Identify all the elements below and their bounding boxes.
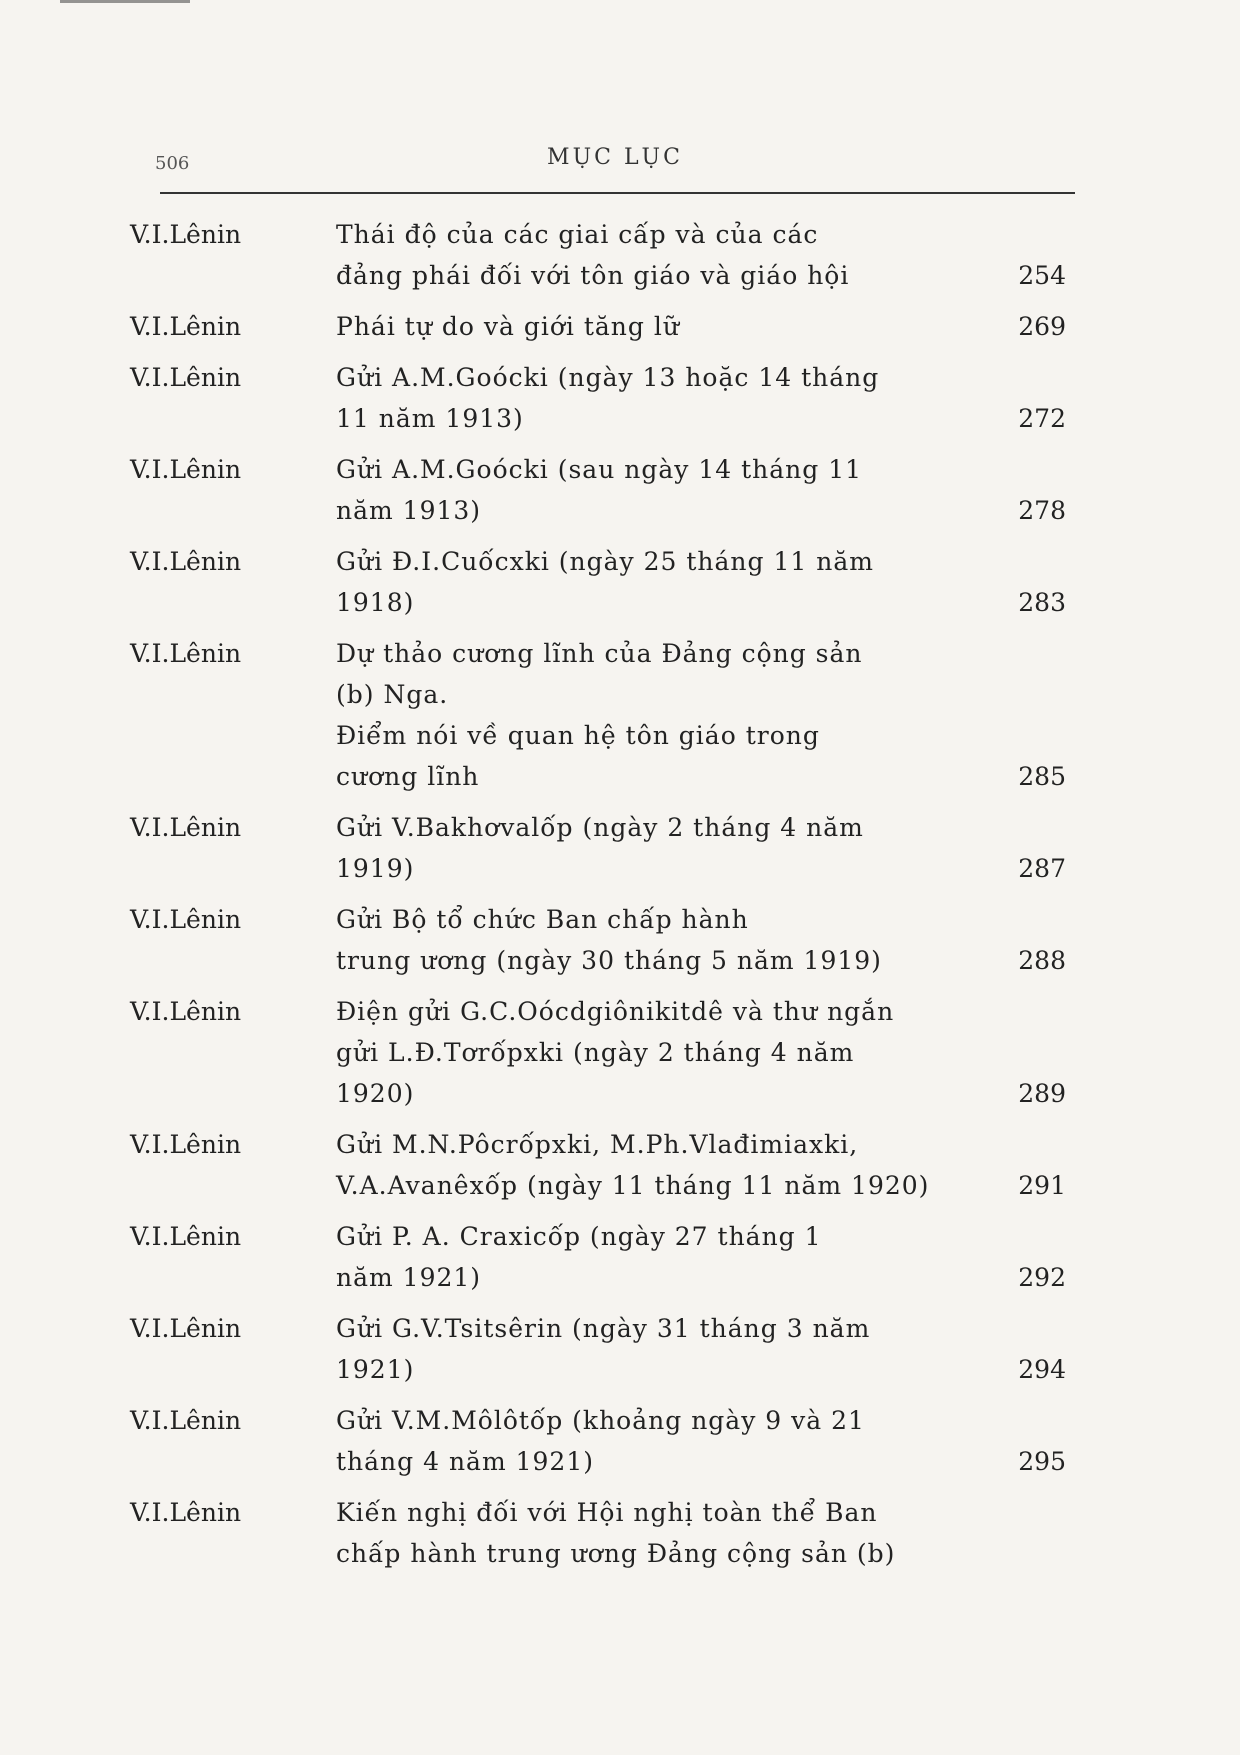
toc-title-line: Gửi Đ.I.Cuốcxki (ngày 25 tháng 11 năm [336,547,874,576]
toc-title-line: Thái độ của các giai cấp và của các [336,220,819,249]
toc-title-line: gửi L.Đ.Tơrốpxki (ngày 2 tháng 4 năm [336,1038,855,1067]
toc-title-line: 11 năm 1913) [336,404,524,433]
toc-author: V.I.Lênin [130,813,242,842]
toc-title [336,214,956,296]
toc-title-line: Dự thảo cương lĩnh của Đảng cộng sản [336,639,863,668]
toc-title [336,899,956,981]
toc-title-line: cương lĩnh [336,762,480,791]
toc-author: V.I.Lênin [130,312,242,341]
toc-title-line: Gửi P. A. Craxicốp (ngày 27 tháng 1 [336,1222,822,1251]
toc-title-line: V.A.Avanêxốp (ngày 11 tháng 11 năm 1920) [336,1171,930,1200]
toc-title [336,1216,956,1298]
toc-title-line: Gửi Bộ tổ chức Ban chấp hành [336,905,749,934]
toc-page-number: 289 [1018,1079,1066,1108]
toc-entry [130,214,1080,296]
toc-title-line: 1921) [336,1355,415,1384]
toc-title-line: Gửi A.M.Goócki (ngày 13 hoặc 14 tháng [336,363,880,392]
toc-author: V.I.Lênin [130,220,242,249]
toc-page-number: 292 [1018,1263,1066,1292]
scan-smudge [60,0,190,17]
toc-title-line: Phái tự do và giới tăng lữ [336,312,680,341]
toc-title [336,1308,956,1390]
toc-page-number: 287 [1018,854,1066,883]
page-header [155,145,1075,195]
toc-page-number: 278 [1018,496,1066,525]
toc-page-number: 272 [1018,404,1066,433]
toc-entry [130,357,1080,439]
toc-author: V.I.Lênin [130,1130,242,1159]
toc-author: V.I.Lênin [130,547,242,576]
toc-entry [130,899,1080,981]
toc-title-line: Kiến nghị đối với Hội nghị toàn thể Ban [336,1498,878,1527]
toc-entry [130,541,1080,623]
toc-page-number: 269 [1018,312,1066,341]
toc-page-number: 295 [1018,1447,1066,1476]
toc-title-line: tháng 4 năm 1921) [336,1447,594,1476]
toc-author: V.I.Lênin [130,905,242,934]
toc-title-line: Điện gửi G.C.Oócdgiônikitdê và thư ngắn [336,997,895,1026]
toc-title [336,807,956,889]
toc-author: V.I.Lênin [130,1314,242,1343]
toc-title-line: năm 1921) [336,1263,482,1292]
toc-page-number: 291 [1018,1171,1066,1200]
toc-title-line: Gửi V.Bakhơvalốp (ngày 2 tháng 4 năm [336,813,864,842]
toc-title-line: Điểm nói về quan hệ tôn giáo trong [336,721,820,750]
toc-page-number: 294 [1018,1355,1066,1384]
toc-title [336,306,956,347]
toc-entry [130,306,1080,347]
toc-author: V.I.Lênin [130,1406,242,1435]
toc-author: V.I.Lênin [130,997,242,1026]
toc-entry [130,807,1080,889]
toc-page-number: 254 [1018,261,1066,290]
page-number: 506 [155,153,190,174]
toc-entry [130,1216,1080,1298]
toc-entry [130,449,1080,531]
toc-page-number: 285 [1018,762,1066,791]
toc-author: V.I.Lênin [130,363,242,392]
toc-title [336,1400,956,1482]
toc-title-line: Gửi V.M.Môlôtốp (khoảng ngày 9 và 21 [336,1406,865,1435]
toc-title-line: trung ương (ngày 30 tháng 5 năm 1919) [336,946,882,975]
toc-title [336,449,956,531]
toc-entry [130,1492,1080,1574]
toc-author: V.I.Lênin [130,1498,242,1527]
toc-page-number: 283 [1018,588,1066,617]
toc-entry [130,1400,1080,1482]
toc-entry [130,1308,1080,1390]
header-rule [160,192,1075,194]
toc-title [336,357,956,439]
toc-title-line: chấp hành trung ương Đảng cộng sản (b) [336,1539,896,1568]
toc-title [336,1124,956,1206]
toc-title-line: 1919) [336,854,415,883]
toc-title-line: Gửi A.M.Goócki (sau ngày 14 tháng 11 [336,455,863,484]
toc-title-line: 1918) [336,588,415,617]
toc-author: V.I.Lênin [130,1222,242,1251]
toc-author: V.I.Lênin [130,455,242,484]
table-of-contents [130,214,1080,1584]
toc-title [336,1492,956,1574]
toc-title-line: 1920) [336,1079,415,1108]
toc-title [336,541,956,623]
toc-title [336,633,956,797]
toc-title-line: Gửi G.V.Tsitsêrin (ngày 31 tháng 3 năm [336,1314,871,1343]
toc-title [336,991,956,1114]
toc-page-number: 288 [1018,946,1066,975]
toc-title-line: Gửi M.N.Pôcrốpxki, M.Ph.Vlađimiaxki, [336,1130,859,1159]
toc-entry [130,1124,1080,1206]
toc-title-line: (b) Nga. [336,680,449,709]
toc-entry [130,633,1080,797]
toc-author: V.I.Lênin [130,639,242,668]
toc-entry [130,991,1080,1114]
toc-title-line: năm 1913) [336,496,482,525]
page-title: MỤC LỤC [547,145,683,170]
toc-title-line: đảng phái đối với tôn giáo và giáo hội [336,261,850,290]
